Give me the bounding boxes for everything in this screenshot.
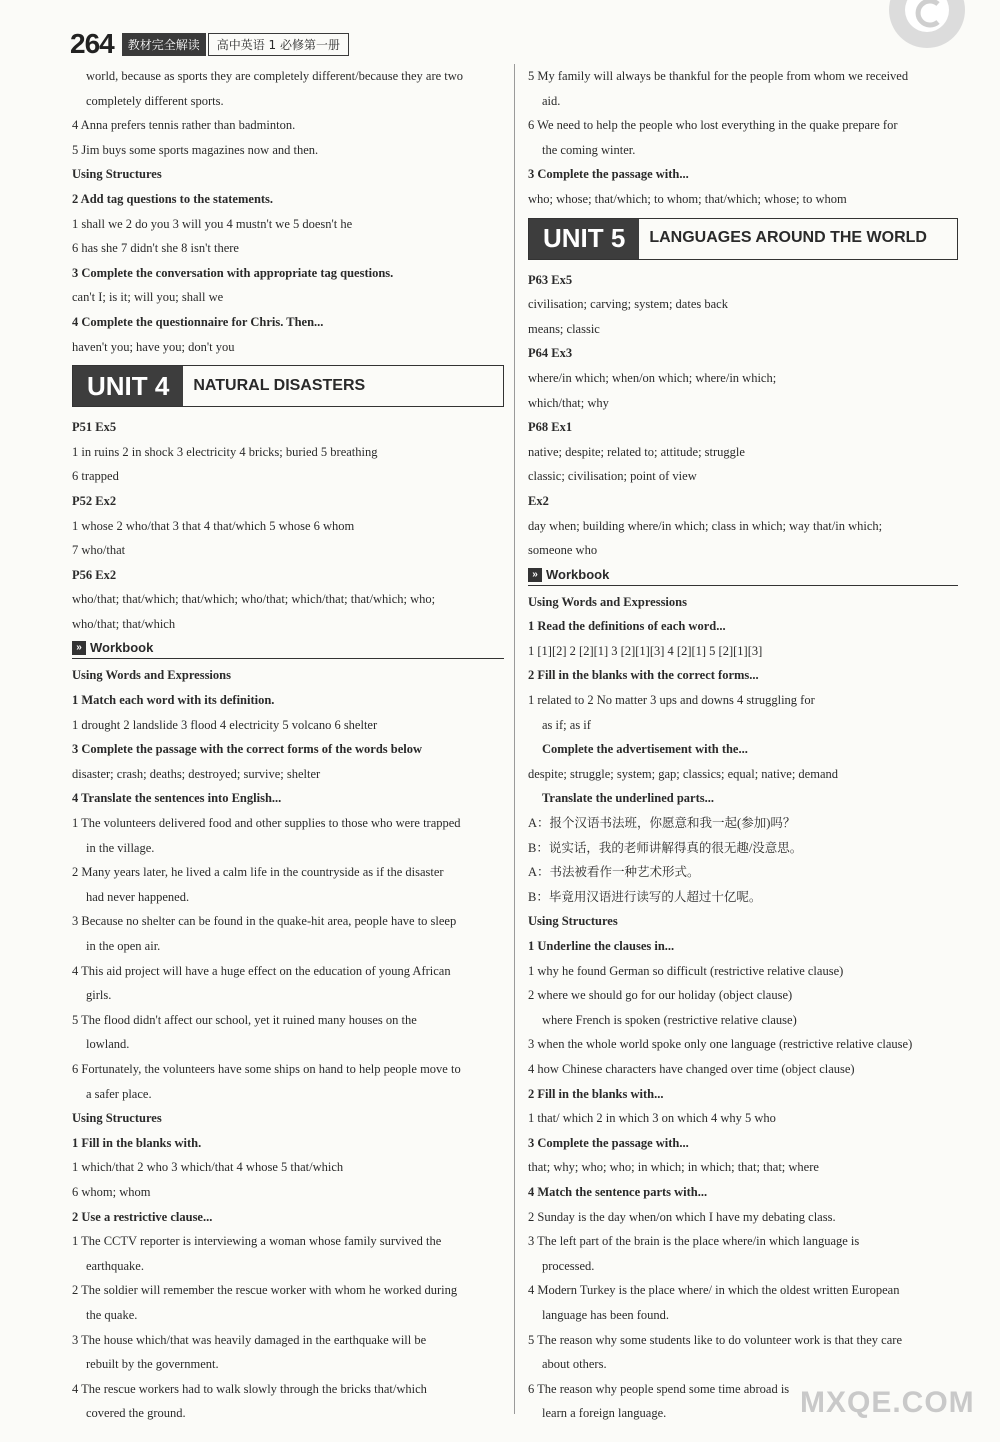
answer-line: despite; struggle; system; gap; classics; equal; native; demand bbox=[528, 766, 838, 781]
answer-line: 2 Sunday is the day when/on which I have my debating class. bbox=[528, 1209, 836, 1224]
answer-line: day when; building where/in which; class in which; way that/in which; bbox=[528, 518, 883, 533]
answer-line: 6 The reason why people spend some time abroad is bbox=[528, 1381, 790, 1396]
answer-line: A：报个汉语书法班，你愿意和我一起(参加)吗？ bbox=[528, 816, 796, 831]
answer-line: 3 The left part of the brain is the place where/in which language is bbox=[528, 1234, 860, 1249]
answer-line: 6 whom; whom bbox=[72, 1184, 151, 1199]
answer-line: 2 Many years later, he lived a calm life in the countryside as if the disaster bbox=[72, 865, 444, 880]
answer-line: 2 The soldier will remember the rescue worker with whom he worked during bbox=[72, 1283, 458, 1298]
answer-line: 3 when the whole world spoke only one language (restrictive relative clause) bbox=[528, 1037, 913, 1052]
unit5-workbook-answers bbox=[528, 590, 958, 1426]
answer-line: completely different sports. bbox=[86, 93, 224, 108]
answer-line: 1 which/that 2 who 3 which/that 4 whose 5 that/which bbox=[72, 1160, 344, 1175]
answer-line: 3 Complete the passage with the correct forms of the words below bbox=[72, 742, 423, 757]
answer-line: who/that; that/which; that/which; who/that; which/that; that/which; who; bbox=[72, 592, 436, 607]
answer-line: can't I; is it; will you; shall we bbox=[72, 290, 224, 305]
unit4-answers bbox=[72, 415, 504, 636]
left-answer-block bbox=[72, 64, 504, 359]
answer-line: 3 Complete the passage with... bbox=[528, 1135, 689, 1150]
answer-line: 1 Fill in the blanks with. bbox=[72, 1135, 202, 1150]
unit5-workbook-heading bbox=[528, 565, 958, 586]
answer-line: 3 Complete the passage with... bbox=[528, 167, 689, 182]
answer-line: P51 Ex5 bbox=[72, 420, 117, 435]
page-header bbox=[70, 28, 349, 60]
answer-line: 4 Translate the sentences into English... bbox=[72, 791, 282, 806]
answer-line: 6 We need to help the people who lost everything in the quake prepare for bbox=[528, 118, 898, 133]
answer-line: 4 This aid project will have a huge effect on the education of young African bbox=[72, 963, 451, 978]
answer-line: 2 Fill in the blanks with... bbox=[528, 1086, 664, 1101]
answer-line: as if; as if bbox=[542, 717, 591, 732]
answer-line: Translate the underlined parts... bbox=[542, 791, 714, 806]
unit5-answers bbox=[528, 268, 958, 563]
answer-line: had never happened. bbox=[86, 889, 190, 904]
answer-line: 2 Add tag questions to the statements. bbox=[72, 191, 274, 206]
answer-line: in the village. bbox=[86, 840, 155, 855]
right-answer-block bbox=[528, 64, 958, 212]
site-watermark: MXQE.COM bbox=[800, 1386, 975, 1419]
answer-line: 1 The CCTV reporter is interviewing a woman whose family survived the bbox=[72, 1234, 442, 1249]
answer-line: who; whose; that/which; to whom; that/which; whose; to whom bbox=[528, 191, 847, 206]
answer-line: which/that; why bbox=[528, 395, 609, 410]
unit4-workbook-label: Workbook bbox=[90, 640, 154, 656]
answer-line: 4 The rescue workers had to walk slowly through the bricks that/which bbox=[72, 1381, 427, 1396]
answer-line: about others. bbox=[542, 1357, 607, 1372]
answer-line: P68 Ex1 bbox=[528, 420, 573, 435]
answer-line: 1 drought 2 landslide 3 flood 4 electricity 5 volcano 6 shelter bbox=[72, 717, 378, 732]
answer-line: earthquake. bbox=[86, 1258, 144, 1273]
answer-line: 3 Complete the conversation with appropriate tag questions. bbox=[72, 265, 394, 280]
answer-line: in the open air. bbox=[86, 939, 161, 953]
unit4-workbook-answers bbox=[72, 663, 504, 1425]
answer-line: Ex2 bbox=[528, 493, 549, 508]
answer-line: 1 shall we 2 do you 3 will you 4 mustn't we 5 doesn't he bbox=[72, 216, 353, 231]
answer-line: 1 why he found German so difficult (restrictive relative clause) bbox=[528, 963, 844, 978]
answer-line: learn a foreign language. bbox=[542, 1406, 667, 1421]
unit4-workbook-heading bbox=[72, 638, 504, 659]
answer-line: 1 whose 2 who/that 3 that 4 that/which 5 whose 6 whom bbox=[72, 518, 355, 533]
answer-line: classic; civilisation; point of view bbox=[528, 469, 697, 484]
answer-line: B：毕竟用汉语进行读写的人超过十亿呢。 bbox=[528, 889, 762, 904]
unit4-title: NATURAL DISASTERS bbox=[193, 376, 366, 394]
answer-line: a safer place. bbox=[86, 1086, 152, 1101]
answer-line: 1 in ruins 2 in shock 3 electricity 4 bricks; buried 5 breathing bbox=[72, 444, 378, 459]
answer-line: that; why; who; who; in which; in which; that; that; where bbox=[528, 1160, 819, 1175]
left-column bbox=[72, 64, 504, 1426]
answer-line: the coming winter. bbox=[542, 142, 636, 157]
answer-line: B：说实话，我的老师讲解得真的很无趣/没意思。 bbox=[528, 840, 803, 855]
unit4-badge: UNIT 4 bbox=[73, 366, 183, 406]
answer-line: where/in which; when/on which; where/in which; bbox=[528, 370, 777, 385]
answer-line: 5 My family will always be thankful for the people from whom we received bbox=[528, 69, 909, 83]
unit5-workbook-label: Workbook bbox=[546, 566, 610, 582]
column-divider bbox=[514, 64, 515, 1414]
book-title: 教材完全解读 bbox=[122, 33, 206, 56]
answer-line: 6 Fortunately, the volunteers have some ships on hand to help people move to bbox=[72, 1061, 461, 1076]
answer-line: rebuilt by the government. bbox=[86, 1357, 219, 1372]
answer-line: 3 The house which/that was heavily damaged in the earthquake will be bbox=[72, 1332, 427, 1347]
answer-line: Complete the advertisement with the... bbox=[542, 742, 748, 757]
answer-line: disaster; crash; deaths; destroyed; survive; shelter bbox=[72, 766, 321, 781]
answer-line: girls. bbox=[86, 988, 112, 1003]
workbook-arrow-icon: » bbox=[72, 641, 86, 655]
answer-line: processed. bbox=[542, 1258, 595, 1273]
unit5-title: LANGUAGES AROUND THE WORLD bbox=[649, 229, 927, 247]
answer-line: Using Structures bbox=[72, 167, 162, 182]
answer-line: means; classic bbox=[528, 321, 600, 336]
answer-line: P63 Ex5 bbox=[528, 272, 573, 287]
answer-line: where French is spoken (restrictive relative clause) bbox=[542, 1012, 797, 1027]
answer-line: 5 The flood didn't affect our school, yet it ruined many houses on the bbox=[72, 1012, 417, 1027]
answer-line: who/that; that/which bbox=[72, 616, 176, 631]
answer-line: Using Words and Expressions bbox=[528, 594, 687, 609]
answer-line: 7 who/that bbox=[72, 543, 126, 558]
answer-line: 5 Jim buys some sports magazines now and then. bbox=[72, 142, 319, 157]
answer-line: Using Structures bbox=[528, 914, 618, 929]
answer-line: 1 The volunteers delivered food and other supplies to those who were trapped bbox=[72, 816, 461, 831]
answer-line: civilisation; carving; system; dates back bbox=[528, 297, 728, 312]
book-subject: 高中英语 1 必修第一册 bbox=[208, 33, 349, 56]
answer-line: someone who bbox=[528, 543, 598, 558]
answer-line: 4 how Chinese characters have changed over time (object clause) bbox=[528, 1061, 855, 1076]
unit5-banner bbox=[528, 218, 958, 260]
answer-line: 6 trapped bbox=[72, 469, 119, 484]
publisher-logo-icon bbox=[886, 0, 968, 48]
workbook-arrow-icon: » bbox=[528, 568, 542, 582]
answer-line: lowland. bbox=[86, 1037, 130, 1052]
answer-line: P56 Ex2 bbox=[72, 567, 117, 582]
answer-line: 5 The reason why some students like to do volunteer work is that they care bbox=[528, 1332, 902, 1347]
answer-line: A：书法被看作一种艺术形式。 bbox=[528, 865, 700, 880]
answer-line: 4 Modern Turkey is the place where/ in which the oldest written European bbox=[528, 1283, 900, 1298]
answer-line: native; despite; related to; attitude; struggle bbox=[528, 444, 745, 459]
answer-line: 1 [1][2] 2 [2][1] 3 [2][1][3] 4 [2][1] 5 [2][1][3] bbox=[528, 643, 763, 658]
right-column bbox=[528, 64, 958, 1426]
answer-line: haven't you; have you; don't you bbox=[72, 339, 235, 354]
answer-line: 4 Complete the questionnaire for Chris. Then... bbox=[72, 314, 324, 329]
unit4-banner bbox=[72, 365, 504, 407]
answer-line: 1 Read the definitions of each word... bbox=[528, 619, 726, 634]
unit5-badge: UNIT 5 bbox=[529, 219, 639, 259]
answer-line: P52 Ex2 bbox=[72, 493, 117, 508]
answer-line: world, because as sports they are completely different/because they are two bbox=[86, 69, 464, 83]
answer-line: 2 Use a restrictive clause... bbox=[72, 1209, 213, 1224]
answer-line: the quake. bbox=[86, 1307, 138, 1322]
answer-line: P64 Ex3 bbox=[528, 346, 573, 361]
answer-line: Using Structures bbox=[72, 1111, 162, 1126]
answer-line: 1 related to 2 No matter 3 ups and downs 4 struggling for bbox=[528, 693, 815, 708]
answer-line: 4 Anna prefers tennis rather than badminton. bbox=[72, 118, 296, 133]
answer-line: covered the ground. bbox=[86, 1406, 186, 1421]
answer-line: language has been found. bbox=[542, 1307, 670, 1322]
answer-line: 2 where we should go for our holiday (object clause) bbox=[528, 988, 793, 1003]
answer-line: 2 Fill in the blanks with the correct forms... bbox=[528, 668, 759, 683]
page-number: 264 bbox=[70, 28, 114, 59]
answer-line: Using Words and Expressions bbox=[72, 668, 231, 683]
answer-line: 1 Underline the clauses in... bbox=[528, 939, 675, 953]
answer-line: 6 has she 7 didn't she 8 isn't there bbox=[72, 241, 239, 256]
answer-line: aid. bbox=[542, 93, 561, 108]
answer-line: 1 Match each word with its definition. bbox=[72, 693, 275, 708]
answer-line: 3 Because no shelter can be found in the quake-hit area, people have to sleep bbox=[72, 914, 457, 929]
answer-line: 4 Match the sentence parts with... bbox=[528, 1184, 708, 1199]
answer-line: 1 that/ which 2 in which 3 on which 4 why 5 who bbox=[528, 1111, 776, 1126]
